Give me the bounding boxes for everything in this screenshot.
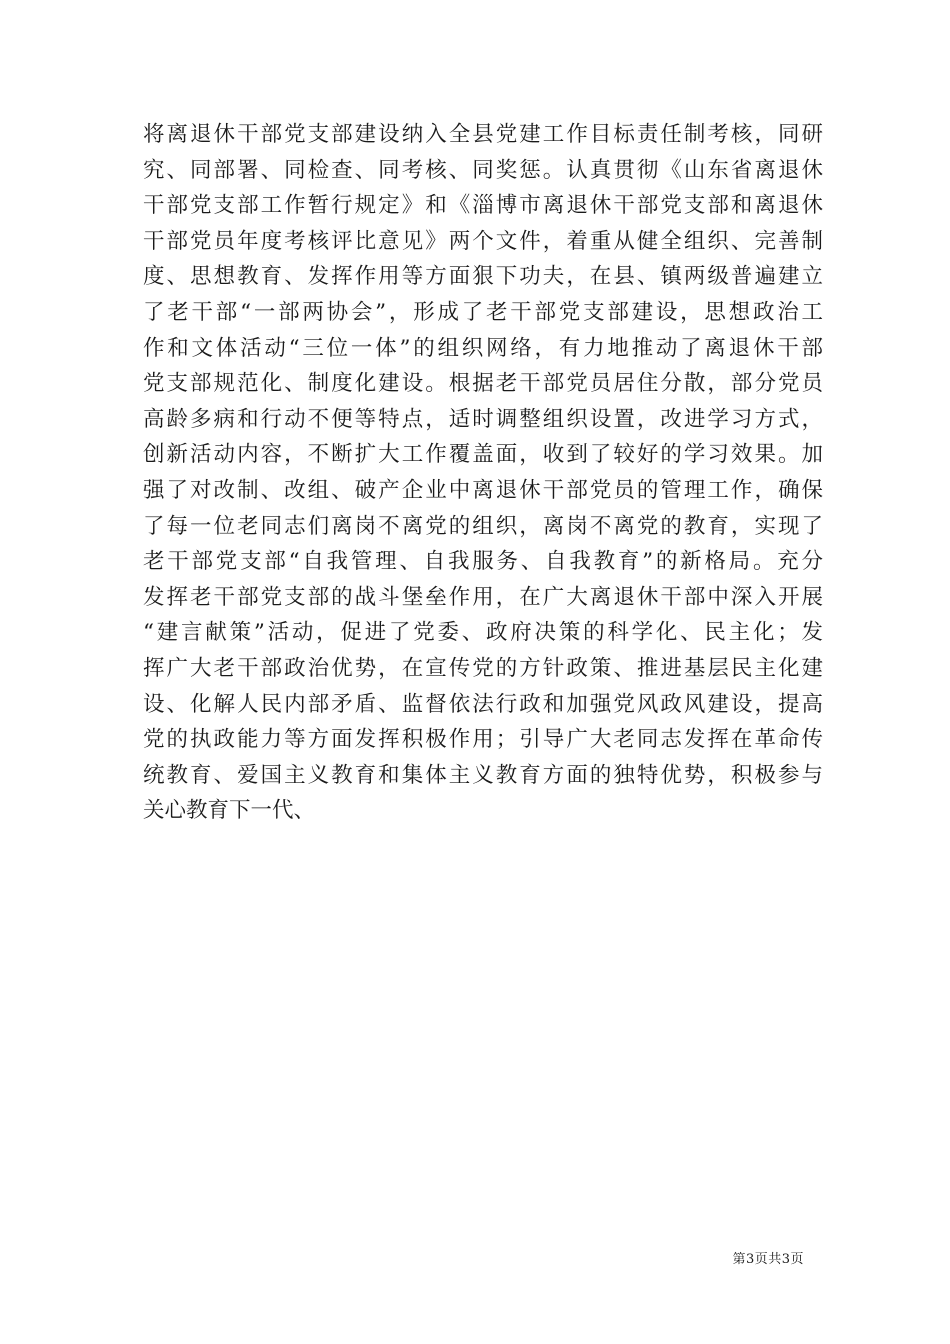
text-line: 将离退休干部党支部建设纳入全县党建工作目标责任制考核，同研 [143,122,823,147]
text-line: 了每一位老同志们离岗不离党的组织，离岗不离党的教育，实现了 [143,513,823,539]
text-line: 干部党支部工作暂行规定》和《淄博市离退休干部党支部和离退休 [143,193,823,219]
text-line: “建言献策”活动，促进了党委、政府决策的科学化、民主化；发 [143,620,823,646]
text-line: 挥广大老干部政治优势，在宣传党的方针政策、推进基层民主化建 [143,655,823,681]
text-line: 统教育、爱国主义教育和集体主义教育方面的独特优势，积极参与 [143,762,823,788]
text-line: 创新活动内容，不断扩大工作覆盖面，收到了较好的学习效果。加 [143,442,823,468]
text-line: 高龄多病和行动不便等特点，适时调整组织设置，改进学习方式， [143,406,823,432]
text-line: 强了对改制、改组、破产企业中离退休干部党员的管理工作，确保 [143,477,823,503]
text-line-last: 关心教育下一代、 [143,798,316,824]
text-line: 究、同部署、同检查、同考核、同奖惩。认真贯彻《山东省离退休 [143,157,823,183]
text-line: 设、化解人民内部矛盾、监督依法行政和加强党风政风建设，提高 [143,691,823,717]
text-line: 党的执政能力等方面发挥积极作用；引导广大老同志发挥在革命传 [143,727,823,753]
text-line: 干部党员年度考核评比意见》两个文件，着重从健全组织、完善制 [143,228,823,254]
page-number-footer: 第3页共3页 [732,1252,804,1267]
text-line: 了老干部“一部两协会”，形成了老干部党支部建设，思想政治工 [143,299,823,325]
text-line: 发挥老干部党支部的战斗堡垒作用，在广大离退休干部中深入开展 [143,584,823,610]
text-line: 作和文体活动“三位一体”的组织网络，有力地推动了离退休干部 [143,335,823,361]
text-line: 度、思想教育、发挥作用等方面狠下功夫，在县、镇两级普遍建立 [143,264,823,290]
text-line: 党支部规范化、制度化建设。根据老干部党员居住分散，部分党员 [143,371,823,397]
body-paragraph [143,117,823,829]
text-line: 老干部党支部“自我管理、自我服务、自我教育”的新格局。充分 [143,549,823,575]
